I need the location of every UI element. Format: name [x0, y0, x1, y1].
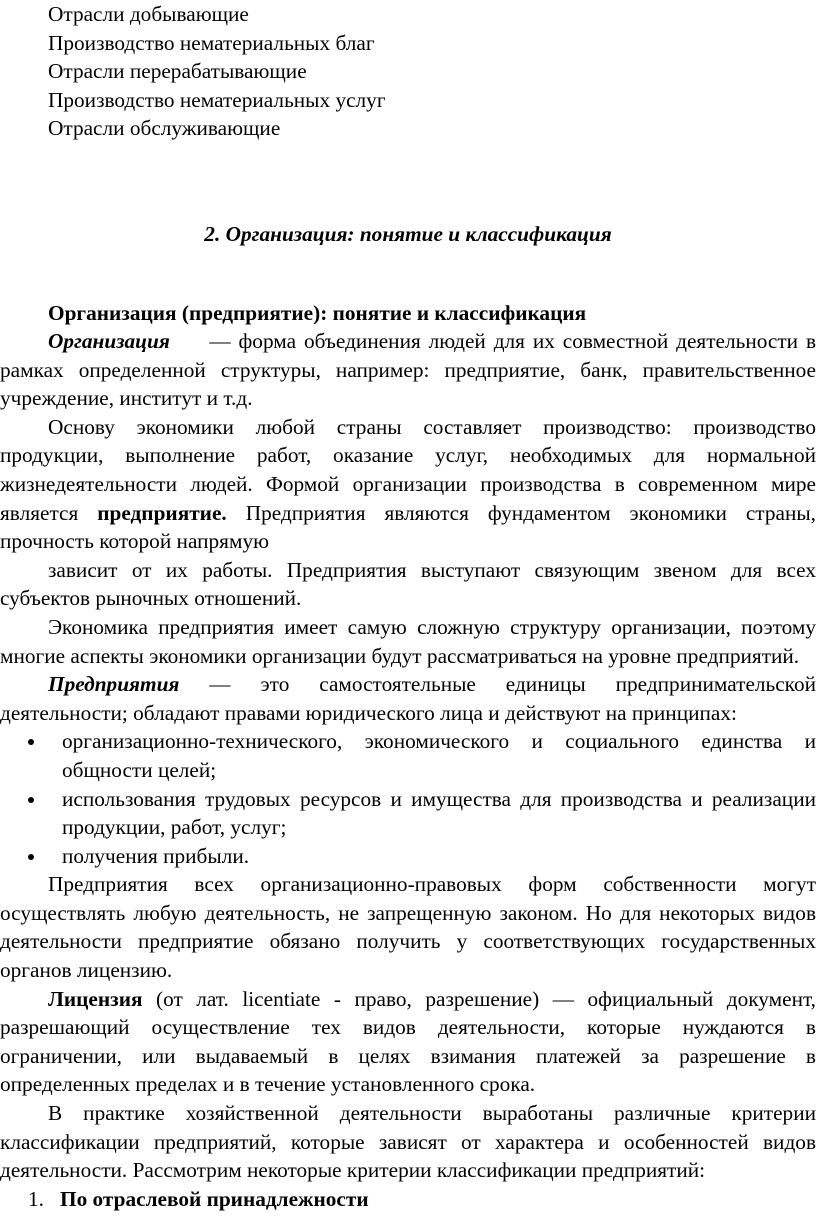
list-item: [0, 785, 816, 842]
paragraph-economics-structure: Экономика предприятия имеет самую сложную структуру организации, поэтому многие аспекты экономики организации будут рассматриваться на уровне предприятий.: [0, 614, 816, 668]
numbered-item: [0, 1185, 816, 1214]
list-item: Отрасли добывающие: [48, 2, 249, 26]
list-item: Производство нематериальных услуг: [48, 87, 386, 112]
bullet-icon: [28, 739, 34, 745]
list-item-text: получения прибыли.: [62, 843, 250, 868]
item-label: По отраслевой принадлежности: [60, 1186, 369, 1211]
paragraph-text: Предприятия являются фундаментом экономики страны, прочность которой напрямую: [0, 500, 816, 554]
paragraph-text: Основу экономики любой страны составляет производство: производство продукции, выполнение работ, оказание услуг, необходимых для нормальной жизнедеятельности людей. Формой организации производства в современном мире является: [0, 414, 816, 525]
term-license: Лицензия: [48, 986, 143, 1011]
term-organization: Организация: [48, 329, 170, 353]
paragraph-text: форма объединения людей для их совместной деятельности в рамках определенной структуры, например: предприятие, банк, правительственное учреждение, институт и т.д.: [0, 329, 816, 411]
term-enterprise: предприятие.: [97, 500, 227, 525]
item-number: 1.: [28, 1186, 44, 1211]
list-item: Отрасли перерабатывающие: [48, 59, 307, 84]
document-body: [0, 327, 816, 1213]
list-item: [0, 727, 816, 784]
list-item: Производство нематериальных благ: [48, 30, 375, 55]
paragraph-text: (от лат. licentiate - право, разрешение) — официальный документ, разрешающий осуществление тех видов деятельности, которые нуждаются в ограничении, или выдаваемый в целях взимания платежей за разрешение в определенных пределах и в течение установленного срока.: [0, 986, 816, 1097]
sub-heading: Организация (предприятие): понятие и классификация: [48, 301, 587, 325]
industry-list: [48, 0, 386, 143]
paragraph-license: [0, 985, 816, 1099]
bullet-icon: [28, 854, 34, 860]
paragraph-legal-forms: Предприятия всех организационно-правовых форм собственности могут осуществлять любую деятельность, не запрещенную законом. Но для некоторых видов деятельности предприятие обязано получить у соответствующих государственных органов лицензию.: [0, 872, 816, 983]
list-item: [0, 842, 816, 871]
list-item-text: использования трудовых ресурсов и имущества для производства и реализации продукции, работ, услуг;: [62, 786, 816, 840]
paragraph-enterprises-definition: [0, 670, 816, 727]
paragraph-organization-definition: [0, 327, 816, 413]
bullet-icon: [28, 797, 34, 803]
term-enterprises: Предприятия: [48, 672, 180, 697]
list-item-text: организационно-технического, экономического и социального единства и общности целей;: [62, 729, 816, 782]
paragraph-classification: В практике хозяйственной деятельности выработаны различные критерии классификации предприятий, которые зависят от характера и особенностей видов деятельности. Рассмотрим некоторые критерии классификации предприятий:: [0, 1101, 816, 1183]
list-item: Отрасли обслуживающие: [48, 116, 281, 141]
principles-list: [0, 727, 816, 870]
paragraph-dependence: зависит от их работы. Предприятия выступают связующим звеном для всех субъектов рыночных отношений.: [0, 557, 816, 611]
dash: —: [209, 329, 231, 353]
paragraph-text: — это самостоятельные единицы предпринимательской деятельности; обладают правами юридического лица и действуют на принципах:: [0, 672, 816, 725]
section-title: 2. Организация: понятие и классификация: [204, 222, 612, 246]
paragraph-production: [0, 413, 816, 556]
